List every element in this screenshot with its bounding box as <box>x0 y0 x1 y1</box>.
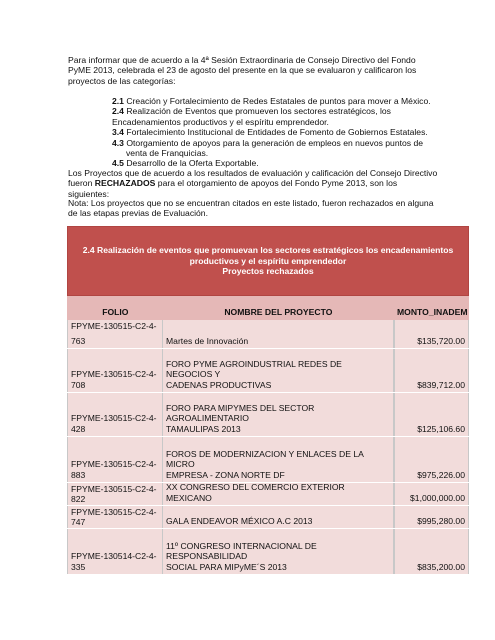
table-row <box>67 393 469 437</box>
folio-cell <box>67 506 162 528</box>
category-text: Encadenamientos productivos y el espíritu emprendedor. <box>112 116 329 127</box>
folio-line-1: FPYME-130515-C2-4- <box>71 321 157 331</box>
category-list <box>112 96 442 169</box>
nombre-cell <box>162 506 394 528</box>
folio-cell <box>67 393 162 436</box>
rejected-paragraph-start: Los Proyectos que de acuerdo a los resultados de evaluación y calificación del Consejo Directivo fueron <box>68 168 438 189</box>
folio-value: FPYME-130515-C2-4- 428 <box>71 413 157 434</box>
folio-cell <box>67 437 162 482</box>
nombre-line-2: CADENAS PRODUCTIVAS <box>166 379 272 390</box>
folio-line-1: FPYME-130515-C2-4- <box>71 484 157 494</box>
folio-line-1: FPYME-130515-C2-4- <box>71 507 157 517</box>
header-nombre: NOMBRE DEL PROYECTO <box>224 306 333 317</box>
nombre-line-2: GALA ENDEAVOR MÉXICO A.C 2013 <box>166 515 313 526</box>
nombre-line-2: Martes de Innovación <box>166 335 249 346</box>
table-banner <box>67 226 469 296</box>
table-header-row <box>67 296 469 320</box>
category-number: 4.3 <box>112 137 124 148</box>
category-text: Otorgamiento de apoyos para la generación de empleos en nuevos puntos de <box>123 137 424 148</box>
monto-cell: $839,712.00 <box>394 349 469 392</box>
category-number: 4.5 <box>112 158 124 169</box>
intro-paragraph: Para informar que de acuerdo a la 4ª Sesión Extraordinaria de Consejo Directivo del Fondo PyME 2013, celebrada el 23 de agosto del presente en la que se evaluaron y calificaron los proyectos de las categorías: <box>68 55 417 86</box>
folio-line-2: 747 <box>71 517 86 528</box>
category-number: 2.4 <box>112 106 124 117</box>
folio-value: FPYME-130515-C2-4- 883 <box>71 459 157 480</box>
category-item <box>112 138 442 148</box>
rejected-keyword: RECHAZADOS <box>94 178 156 189</box>
monto-cell: $995,280.00 <box>394 506 469 528</box>
nombre-line-2: XX CONGRESO DEL COMERCIO EXTERIOR MEXICANO <box>166 482 345 503</box>
category-item <box>112 96 442 106</box>
category-text: Realización de Eventos que promueven los sectores estratégicos, los <box>123 106 391 117</box>
rejected-paragraph-end: para el otorgamiento de apoyos del Fondo Pyme 2013, son los siguientes: <box>68 178 398 199</box>
category-text: Desarrollo de la Oferta Exportable. <box>123 158 259 169</box>
table-row <box>67 529 469 575</box>
banner-line-1: 2.4 Realización de eventos que promuevan los sectores estratégicos los encadenamientos <box>82 245 454 256</box>
table-row <box>67 437 469 483</box>
table-row <box>67 320 469 349</box>
category-item-continuation <box>112 148 442 158</box>
folio-cell <box>67 349 162 392</box>
nombre-line-1: 11º CONGRESO INTERNACIONAL DE RESPONSABILIDAD <box>166 540 317 562</box>
monto-cell: $125,106.60 <box>394 393 469 436</box>
category-item-continuation <box>112 117 442 127</box>
monto-cell: $1,000,000.00 <box>394 483 469 505</box>
rejected-paragraph <box>68 168 440 199</box>
category-number: 3.4 <box>112 127 124 138</box>
nombre-cell <box>162 483 394 505</box>
category-text: Fortalecimiento Institucional de Entidades de Fomento de Gobiernos Estatales. <box>123 127 428 138</box>
folio-value: FPYME-130515-C2-4- 708 <box>71 369 157 390</box>
folio-line-2: 763 <box>71 335 86 346</box>
category-item <box>112 106 442 116</box>
folio-line-2: 822 <box>71 494 86 505</box>
table-row <box>67 483 469 506</box>
nombre-line-1: FOROS DE MODERNIZACION Y ENLACES DE LA MICRO <box>166 448 364 470</box>
nombre-cell <box>162 349 394 392</box>
nombre-cell <box>162 393 394 436</box>
nombre-cell <box>162 320 394 348</box>
table-row <box>67 349 469 393</box>
header-monto: MONTO_INADEM <box>397 306 468 317</box>
banner-line-3: Proyectos rechazados <box>222 266 314 277</box>
category-text: Creación y Fortalecimiento de Redes Estatales de puntos para mover a México. <box>123 96 431 106</box>
nombre-line-1: FORO PYME AGROINDUSTRIAL REDES DE NEGOCIOS Y <box>166 358 342 380</box>
monto-cell: $975,226.00 <box>394 437 469 482</box>
folio-cell <box>67 483 162 505</box>
header-folio: FOLIO <box>102 306 129 317</box>
note-paragraph: Nota: Los proyectos que no se encuentran citados en este listado, fueron rechazados en alguna de las etapas previas de Evaluación. <box>68 198 434 219</box>
folio-value: FPYME-130514-C2-4- 335 <box>71 551 157 572</box>
nombre-cell <box>162 529 394 574</box>
monto-cell: $135,720.00 <box>394 320 469 348</box>
folio-cell <box>67 529 162 574</box>
banner-line-2: productivos y el espíritu emprendedor <box>189 255 347 266</box>
table-row <box>67 506 469 529</box>
nombre-line-2: SOCIAL PARA MIPyME´S 2013 <box>166 561 287 572</box>
category-number: 2.1 <box>112 96 124 106</box>
nombre-line-2: EMPRESA - ZONA NORTE DF <box>166 469 285 480</box>
category-item <box>112 127 442 137</box>
monto-cell: $835,200.00 <box>394 529 469 574</box>
folio-cell <box>67 320 162 348</box>
nombre-line-2: TAMAULIPAS 2013 <box>166 423 241 434</box>
category-text: venta de Franquicias. <box>126 148 209 159</box>
nombre-cell <box>162 437 394 482</box>
nombre-line-1: FORO PARA MIPYMES DEL SECTOR AGROALIMENTARIO <box>166 402 315 424</box>
rejected-projects-table <box>67 226 469 575</box>
